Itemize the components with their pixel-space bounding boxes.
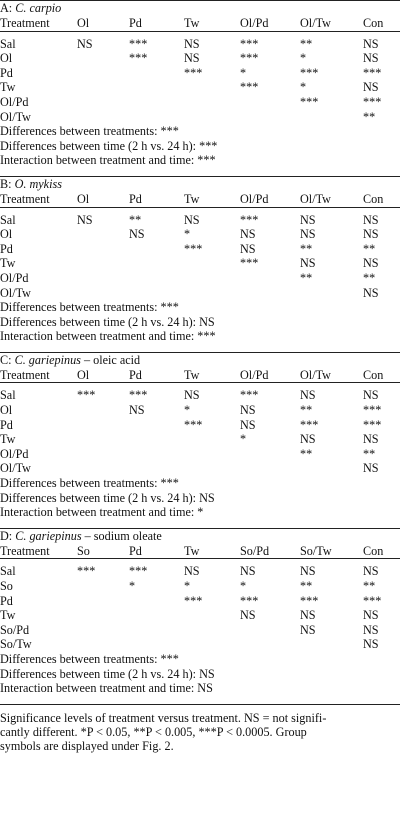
- significance-cell: *: [240, 65, 247, 80]
- significance-cell: ***: [129, 564, 148, 579]
- table-row: [0, 447, 400, 462]
- significance-cell: ***: [77, 564, 96, 579]
- significance-cell: [77, 637, 129, 652]
- significance-cell: **: [300, 36, 313, 51]
- table-section: [0, 352, 400, 528]
- significance-cell: [129, 461, 184, 476]
- table-row: [0, 286, 400, 301]
- significance-cell: NS: [363, 622, 379, 637]
- table-row: [0, 51, 400, 66]
- anova-note: Interaction between treatment and time: NS: [0, 681, 213, 696]
- significance-cell: [77, 227, 129, 242]
- significance-cell: **: [363, 579, 376, 593]
- section-label: A:: [0, 1, 13, 15]
- row-label: Tw: [0, 432, 16, 447]
- significance-cell: [129, 271, 184, 286]
- significance-cell: NS: [363, 388, 379, 403]
- row-label: Ol/Tw: [0, 109, 31, 124]
- significance-cell: NS: [300, 564, 316, 579]
- significance-cell: **: [300, 446, 313, 461]
- column-header: Ol/Tw: [300, 367, 331, 382]
- table-row: [0, 388, 400, 403]
- significance-cell: [300, 461, 363, 476]
- significance-cell: [129, 286, 184, 301]
- significance-cell: NS: [363, 564, 379, 579]
- significance-cell: **: [300, 241, 313, 256]
- row-label: Ol/Pd: [0, 446, 29, 461]
- significance-cell: [129, 623, 184, 638]
- significance-cell: NS: [184, 388, 200, 403]
- significance-cell: [184, 447, 240, 462]
- significance-cell: [77, 623, 129, 638]
- significance-cell: NS: [363, 51, 379, 66]
- comparison-table: [0, 192, 400, 300]
- significance-cell: ***: [240, 256, 259, 271]
- row-label: Ol/Tw: [0, 461, 31, 476]
- significance-cell: [129, 95, 184, 110]
- table-section: [0, 176, 400, 352]
- row-label: Pd: [0, 65, 13, 80]
- significance-cell: [240, 110, 300, 125]
- column-header: Ol: [77, 191, 90, 206]
- significance-cell: NS: [184, 212, 200, 227]
- column-header: Ol: [77, 16, 90, 30]
- header-row: [0, 16, 400, 31]
- table-row: [0, 637, 400, 652]
- significance-cell: [240, 623, 300, 638]
- footnote: [0, 705, 400, 754]
- comparison-table: [0, 368, 400, 476]
- column-header: Ol/Pd: [240, 367, 269, 382]
- column-header: Ol/Pd: [240, 16, 269, 30]
- significance-cell: **: [129, 212, 142, 227]
- column-header: So/Pd: [240, 543, 270, 558]
- significance-cell: [77, 579, 129, 594]
- significance-cell: *: [184, 227, 191, 242]
- column-header: Pd: [129, 367, 142, 382]
- table-row: [0, 256, 400, 271]
- anova-note: Differences between time (2 h vs. 24 h): NS: [0, 314, 215, 329]
- significance-cell: [184, 95, 240, 110]
- significance-cell: NS: [300, 388, 316, 403]
- row-label: Tw: [0, 80, 16, 95]
- section-label: B:: [0, 176, 12, 191]
- significance-cell: NS: [300, 622, 316, 637]
- significance-cell: *: [240, 432, 247, 447]
- significance-cell: NS: [363, 36, 379, 51]
- significance-cell: NS: [240, 564, 256, 579]
- table-row: [0, 403, 400, 418]
- significance-cell: **: [300, 403, 313, 418]
- section-gap: [0, 168, 400, 176]
- significance-cell: [129, 66, 184, 81]
- table-section: [0, 528, 400, 704]
- header-row: [0, 368, 400, 383]
- significance-cell: [129, 418, 184, 433]
- significance-cell: NS: [363, 212, 379, 227]
- section-title: [0, 353, 400, 368]
- significance-cell: [184, 461, 240, 476]
- row-label: Pd: [0, 241, 13, 256]
- row-label: Pd: [0, 593, 13, 608]
- significance-cell: NS: [300, 608, 316, 623]
- table-row: [0, 213, 400, 228]
- significance-cell: NS: [363, 461, 379, 476]
- significance-cell: NS: [363, 432, 379, 447]
- significance-cell: *: [129, 579, 136, 593]
- significance-cell: [77, 51, 129, 66]
- significance-cell: NS: [77, 36, 93, 51]
- column-header: Tw: [184, 367, 200, 382]
- significance-cell: ***: [363, 593, 382, 608]
- significance-cell: NS: [129, 403, 145, 418]
- significance-cell: NS: [184, 564, 200, 579]
- anova-note: Interaction between treatment and time: *: [0, 505, 204, 520]
- significance-cell: ***: [300, 593, 319, 608]
- header-row: [0, 192, 400, 207]
- column-header: Tw: [184, 191, 200, 206]
- significance-cell: NS: [240, 608, 256, 623]
- significance-cell: [129, 447, 184, 462]
- significance-cell: **: [363, 270, 376, 285]
- significance-cell: **: [363, 241, 376, 256]
- column-header: Con: [363, 191, 384, 206]
- significance-cell: ***: [240, 212, 259, 227]
- significance-cell: ***: [184, 593, 203, 608]
- column-header: Tw: [184, 543, 200, 558]
- significance-cell: *: [300, 80, 307, 95]
- section-title: [0, 177, 400, 192]
- significance-cell: [240, 447, 300, 462]
- column-header: Pd: [129, 16, 142, 30]
- significance-cell: ***: [363, 417, 382, 432]
- row-label: Ol: [0, 51, 13, 66]
- significance-cell: [77, 286, 129, 301]
- significance-cell: ***: [184, 241, 203, 256]
- anova-note: Differences between time (2 h vs. 24 h): NS: [0, 490, 215, 505]
- significance-cell: ***: [240, 593, 259, 608]
- significance-cell: ***: [184, 65, 203, 80]
- significance-cell: [129, 256, 184, 271]
- significance-cell: ***: [300, 65, 319, 80]
- column-header: Ol/Tw: [300, 16, 331, 30]
- significance-cell: ***: [129, 36, 148, 51]
- table-section: [0, 1, 400, 176]
- significance-cell: NS: [300, 212, 316, 227]
- significance-cell: ***: [129, 388, 148, 403]
- table-row: [0, 608, 400, 623]
- column-header: Con: [363, 16, 384, 30]
- species-name: C. gariepinus: [14, 352, 81, 367]
- significance-cell: ***: [240, 388, 259, 403]
- significance-cell: [300, 286, 363, 301]
- anova-note: Differences between time (2 h vs. 24 h): NS: [0, 666, 215, 681]
- column-header: Con: [363, 543, 384, 558]
- significance-cell: [184, 623, 240, 638]
- significance-cell: NS: [363, 227, 379, 242]
- column-header: So/Tw: [300, 543, 332, 558]
- significance-cell: NS: [363, 80, 379, 95]
- significance-cell: [184, 80, 240, 95]
- column-header: Ol: [77, 367, 90, 382]
- column-header: Treatment: [0, 543, 50, 558]
- section-title: [0, 529, 400, 544]
- significance-cell: [129, 110, 184, 125]
- significance-cell: ***: [240, 80, 259, 95]
- significance-cell: ***: [300, 417, 319, 432]
- section-gap: [0, 520, 400, 528]
- column-header: So: [77, 543, 90, 558]
- significance-cell: [300, 637, 363, 652]
- significance-cell: [77, 418, 129, 433]
- comparison-table: [0, 544, 400, 652]
- sections-container: [0, 1, 400, 704]
- significance-cell: [77, 447, 129, 462]
- significance-cell: [77, 594, 129, 609]
- row-label: Sal: [0, 212, 16, 227]
- significance-cell: *: [184, 403, 191, 418]
- row-label: So/Pd: [0, 622, 30, 637]
- significance-cell: NS: [363, 637, 379, 652]
- significance-cell: **: [363, 109, 376, 124]
- table-row: [0, 242, 400, 257]
- significance-cell: [240, 271, 300, 286]
- anova-note: Interaction between treatment and time: ***: [0, 329, 216, 344]
- table-row: [0, 37, 400, 52]
- row-label: So: [0, 579, 13, 593]
- significance-cell: [129, 637, 184, 652]
- significance-cell: *: [240, 579, 247, 593]
- significance-cell: [184, 608, 240, 623]
- table-row: [0, 623, 400, 638]
- table-row: [0, 95, 400, 110]
- section-label: C:: [0, 352, 12, 367]
- row-label: Pd: [0, 417, 13, 432]
- significance-cell: [184, 256, 240, 271]
- significance-cell: NS: [300, 432, 316, 447]
- section-gap: [0, 344, 400, 352]
- significance-cell: [129, 80, 184, 95]
- significance-cell: [77, 432, 129, 447]
- significance-cell: **: [363, 446, 376, 461]
- section-suffix: – sodium oleate: [81, 528, 162, 543]
- significance-cell: ***: [240, 36, 259, 51]
- significance-cell: [129, 432, 184, 447]
- significance-cell: [184, 110, 240, 125]
- significance-cell: [184, 271, 240, 286]
- significance-cell: [240, 95, 300, 110]
- significance-cell: NS: [77, 212, 93, 227]
- row-label: Ol: [0, 227, 13, 242]
- row-label: Tw: [0, 608, 16, 623]
- column-header: Treatment: [0, 191, 50, 206]
- significance-cell: [77, 403, 129, 418]
- row-label: Sal: [0, 388, 16, 403]
- species-name: C. gariepinus: [15, 528, 82, 543]
- significance-cell: NS: [184, 51, 200, 66]
- footnote-line: symbols are displayed under Fig. 2.: [0, 739, 174, 754]
- significance-cell: ***: [129, 51, 148, 66]
- comparison-table: [0, 16, 400, 124]
- table-row: [0, 271, 400, 286]
- row-label: Ol: [0, 403, 13, 418]
- significance-cell: ***: [363, 403, 382, 418]
- section-gap: [0, 696, 400, 704]
- significance-cell: [184, 286, 240, 301]
- significance-cell: [184, 637, 240, 652]
- significance-cell: **: [300, 270, 313, 285]
- significance-cell: NS: [240, 227, 256, 242]
- significance-cell: [77, 80, 129, 95]
- significance-cell: ***: [300, 94, 319, 109]
- anova-note: Differences between time (2 h vs. 24 h): ***: [0, 138, 218, 153]
- table-row: [0, 227, 400, 242]
- column-header: Pd: [129, 191, 142, 206]
- table-row: [0, 461, 400, 476]
- row-label: Ol/Tw: [0, 285, 31, 300]
- significance-cell: NS: [363, 256, 379, 271]
- significance-cell: [77, 461, 129, 476]
- column-header: Tw: [184, 16, 200, 30]
- significance-cell: ***: [240, 51, 259, 66]
- significance-cell: NS: [240, 241, 256, 256]
- significance-cell: [240, 286, 300, 301]
- section-title: [0, 1, 400, 16]
- significance-cell: [77, 608, 129, 623]
- significance-cell: [129, 594, 184, 609]
- significance-cell: [184, 432, 240, 447]
- significance-cell: [77, 66, 129, 81]
- table-row: [0, 80, 400, 95]
- table-row: [0, 110, 400, 125]
- row-label: Ol/Pd: [0, 270, 29, 285]
- row-label: So/Tw: [0, 637, 32, 652]
- anova-note: Interaction between treatment and time: ***: [0, 153, 216, 168]
- table-row: [0, 564, 400, 579]
- significance-cell: NS: [240, 417, 256, 432]
- significance-cell: ***: [363, 94, 382, 109]
- significance-cell: [240, 461, 300, 476]
- footnote-line: Significance levels of treatment versus treatment. NS = not signifi-: [0, 710, 327, 725]
- significance-cell: [240, 637, 300, 652]
- row-label: Tw: [0, 256, 16, 271]
- significance-cell: *: [300, 51, 307, 66]
- row-label: Sal: [0, 564, 16, 579]
- significance-cell: NS: [184, 36, 200, 51]
- column-header: Con: [363, 367, 384, 382]
- significance-cell: NS: [300, 256, 316, 271]
- section-suffix: – oleic acid: [80, 352, 141, 367]
- significance-cell: [129, 242, 184, 257]
- row-label: Sal: [0, 36, 16, 51]
- table-row: [0, 66, 400, 81]
- column-header: Ol/Pd: [240, 191, 269, 206]
- column-header: Treatment: [0, 367, 50, 382]
- significance-cell: [77, 256, 129, 271]
- significance-cell: ***: [363, 65, 382, 80]
- significance-cell: *: [184, 579, 191, 593]
- significance-cell: [77, 95, 129, 110]
- anova-note: Differences between treatments: ***: [0, 651, 179, 666]
- significance-cell: **: [300, 579, 313, 593]
- significance-cell: NS: [300, 227, 316, 242]
- significance-cell: [77, 242, 129, 257]
- column-header: Ol/Tw: [300, 191, 331, 206]
- column-header: Pd: [129, 543, 142, 558]
- significance-cell: NS: [363, 608, 379, 623]
- significance-cell: NS: [363, 285, 379, 300]
- significance-cell: NS: [129, 227, 145, 242]
- section-label: D:: [0, 528, 13, 543]
- significance-cell: [300, 110, 363, 125]
- anova-note: Differences between treatments: ***: [0, 476, 179, 491]
- anova-note: Differences between treatments: ***: [0, 300, 179, 315]
- significance-cell: ***: [184, 417, 203, 432]
- header-row: [0, 544, 400, 559]
- anova-note: Differences between treatments: ***: [0, 124, 179, 139]
- significance-cell: ***: [77, 388, 96, 403]
- table-row: [0, 594, 400, 609]
- table-row: [0, 418, 400, 433]
- species-name: C. carpio: [15, 1, 62, 15]
- row-label: Ol/Pd: [0, 94, 29, 109]
- significance-cell: [77, 110, 129, 125]
- significance-cell: [129, 608, 184, 623]
- species-name: O. mykiss: [14, 176, 62, 191]
- table-row: [0, 579, 400, 594]
- footnote-line: cantly different. *P < 0.05, **P < 0.005, ***P < 0.0005. Group: [0, 725, 307, 740]
- significance-cell: NS: [240, 403, 256, 418]
- significance-cell: [77, 271, 129, 286]
- column-header: Treatment: [0, 16, 50, 30]
- table-row: [0, 432, 400, 447]
